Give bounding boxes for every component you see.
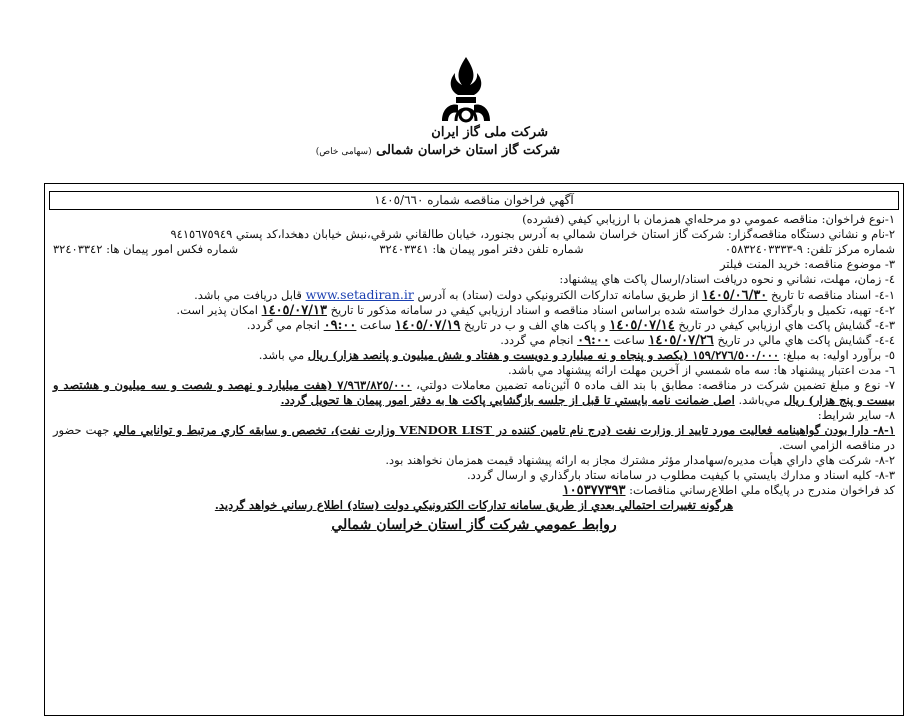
item-3: ٣- موضوع مناقصه: خريد المنت فيلتر — [719, 257, 895, 271]
item-5-text: ٥- برآورد اوليه: به مبلغ: — [782, 348, 895, 362]
center-phone: شماره مركز تلفن: ٩-٠٥٨٣٢٤٠٣٣٣٣ — [724, 242, 895, 256]
financial-opening-time: ٠٩:٠٠ — [577, 333, 610, 348]
item-4-4-text-b: ساعت — [613, 333, 645, 347]
envelopes-opening-time: ٠٩:٠٠ — [323, 318, 357, 333]
item-1: ١-نوع فراخوان: مناقصه عمومي دو مرحله‌اي همزمان با ارزيابي كيفي (فشرده) — [522, 212, 895, 226]
item-4-4-text: ٤-٤- گشايش پاكت هاي مالي در تاريخ — [717, 333, 895, 347]
flame-emblem-icon — [438, 55, 494, 125]
office-phone: شماره تلفن دفتر امور پيمان ها: ٣٢٤٠٣٣٤١ — [379, 242, 584, 256]
item-8-2: ٢-٨- شركت هاي داراي هيأت مديره/سهامدار مؤثر مشترك مجاز به ارائه پيشنهاد قيمت همزمان نخواهند بود. — [385, 453, 895, 467]
item-2: ٢-نام و نشاني دستگاه مناقصه‌گزار: شركت گاز استان خراسان شمالي به آدرس بجنورد، خيابان طالقاني شرقي،نبش خيابان دهخدا،كد پستي ٩٤١٥٦٧٥٩٤٩ — [170, 227, 895, 241]
notice-body — [53, 212, 895, 533]
fax-number: شماره فكس امور پيمان ها: ٣٢٤٠٣٣٤٢ — [53, 242, 239, 256]
item-4-1-text: ١-٤- اسناد مناقصه تا تاريخ — [770, 288, 895, 302]
item-4-3-text-c: ساعت — [360, 318, 392, 332]
item-8-3: ٣-٨- كليه اسناد و مدارك بايستي با كيفيت مطلوب در سامانه ستاد بارگذاري و ارسال گردد. — [466, 468, 895, 482]
item-2-phones — [53, 242, 895, 257]
tender-code-label: كد فراخوان مندرج در پايگاه ملي اطلاع‌رساني مناقصات: — [629, 483, 895, 497]
item-8: ٨- ساير شرايط: — [817, 408, 895, 422]
item-4-3-text-d: انجام مي گردد. — [246, 318, 320, 332]
notice-frame — [44, 183, 904, 716]
item-7 — [53, 378, 895, 408]
tender-code-value: ١٠٥٣٧٧٣٩٣ — [562, 483, 626, 498]
logo-company-name: شرکت گاز استان خراسان شمالی — [376, 143, 560, 158]
setadiran-link[interactable]: www.setadiran.ir — [305, 287, 414, 302]
quality-opening-date: ١٤٠٥/٠٧/١٤ — [609, 318, 675, 333]
item-4-1-text-c: قابل دريافت مي باشد. — [194, 288, 302, 302]
item-7-text: ٧- نوع و مبلغ تضمين شركت در مناقصه: مطابق با بند الف ماده ٥ آئين‌نامه تضمين معاملات دولتي، — [416, 378, 896, 392]
envelopes-opening-date: ١٤٠٥/٠٧/١٩ — [395, 318, 461, 333]
item-4-3-text-b: و پاكت هاي الف و ب در تاريخ — [464, 318, 606, 332]
tender-code — [53, 483, 895, 498]
item-4-2 — [53, 303, 895, 318]
notice-title: آگهي فراخوان مناقصه شماره ١٤٠٥/٦٦٠ — [49, 191, 899, 210]
item-8-1-text: جهت حضور در مناقصه الزامي است. — [53, 423, 895, 452]
item-4-1-text-b: از طريق سامانه تداركات الكترونيكي دولت (ستاد) به آدرس — [417, 288, 699, 302]
item-4-2-text: ٢-٤- تهيه، تكميل و بارگذاري مدارك خواسته شده براساس اسناد مناقصه و اسناد ارزيابي كيفي در سامانه مذكور تا تاريخ — [330, 303, 895, 317]
item-8-1 — [53, 423, 895, 453]
guarantee-amount: ٧/٩٦٣/٨٢٥/٠٠٠ (هفت ميليارد و نهصد و شصت و سه ميليون و هشتصد و بيست و پنج هزار) ريال — [53, 378, 895, 407]
item-4-4-text-c: انجام مي گردد. — [500, 333, 574, 347]
public-relations-signature: روابط عمومي شركت گاز استان خراسان شمالي — [331, 517, 617, 533]
docs-deadline-date: ١٤٠٥/٠٦/٣٠ — [701, 288, 768, 303]
item-5-text-b: مي باشد. — [258, 348, 305, 362]
upload-deadline-date: ١٤٠٥/٠٧/١٣ — [261, 303, 327, 318]
logo-text-company — [316, 143, 560, 158]
item-5 — [53, 348, 895, 363]
item-4-3 — [53, 318, 895, 333]
item-6: ٦- مدت اعتبار پيشنهاد ها: سه ماه شمسي از آخرين مهلت ارائه پيشنهاد مي باشد. — [507, 363, 895, 377]
item-4-3-text: ٣-٤- گشايش پاكت هاي ارزيابي كيفي در تاريخ — [678, 318, 895, 332]
estimate-amount: ١٥٩/٢٧٦/٥٠٠/٠٠٠ (يكصد و پنجاه و نه ميليارد و دويست و هفتاد و شش ميليون و پانصد هزار) ريال — [307, 348, 780, 362]
item-7-text-b: مي‌باشد. — [738, 393, 781, 407]
changes-notice: هرگونه تغييرات احتمالي بعدي از طريق سامانه تداركات الكترونيكي دولت (ستاد) اطلاع رساني خواهد گرديد. — [214, 498, 734, 512]
logo-text-nigc: شرکت ملی گاز ایران — [431, 125, 548, 140]
company-logo — [315, 55, 560, 170]
item-4-2-text-b: امكان پذير است. — [176, 303, 258, 317]
item-4-1 — [53, 287, 895, 303]
item-8-1-requirement: ١-٨- دارا بودن گواهينامه فعاليت مورد تاييد از وزارت نفت (درج نام تامين كننده در VENDOR LIST وزارت نفت)، تخصص و سابقه كاري مرتبط و توانايي مالي — [113, 423, 896, 437]
item-4-4 — [53, 333, 895, 348]
financial-opening-date: ١٤٠٥/٠٧/٢٦ — [648, 333, 714, 348]
logo-company-type: (سهامی خاص) — [315, 147, 372, 157]
guarantee-delivery-note: اصل ضمانت نامه بايستي تا قبل از جلسه بازگشايي پاكت ها به دفتر امور پيمان ها تحويل گردد. — [280, 393, 735, 407]
item-4: ٤- زمان، مهلت، نشاني و نحوه دريافت اسناد/ارسال پاكت هاي پيشنهاد: — [559, 272, 895, 286]
